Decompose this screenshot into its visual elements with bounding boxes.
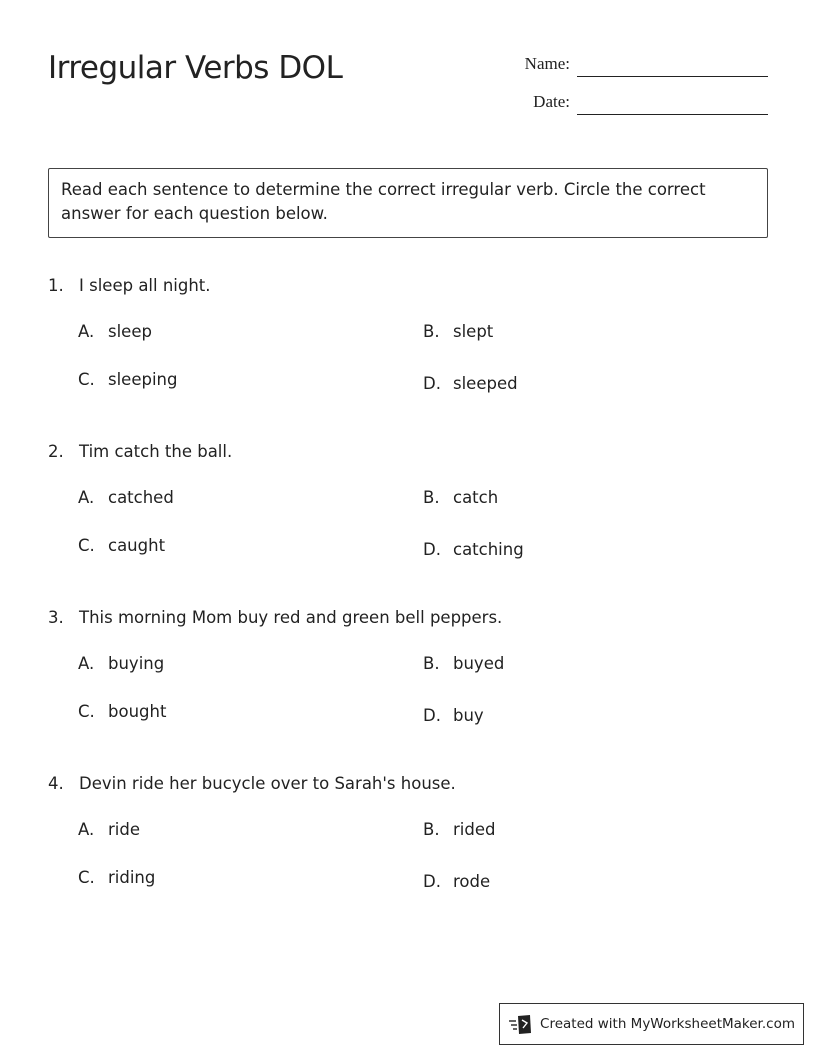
option-letter: C. <box>78 868 95 887</box>
option-letter: D. <box>423 872 441 891</box>
option-letter: C. <box>78 702 95 721</box>
footer-text: Created with MyWorksheetMaker.com <box>540 1016 795 1032</box>
question-text: Tim catch the ball. <box>79 442 233 461</box>
answer-option[interactable]: catch <box>453 488 499 507</box>
option-letter: D. <box>423 706 441 725</box>
date-label: Date: <box>533 92 570 111</box>
answer-option[interactable]: sleep <box>108 322 152 341</box>
option-letter: C. <box>78 536 95 555</box>
option-letter: A. <box>78 488 95 507</box>
question-text: This morning Mom buy red and green bell peppers. <box>79 608 503 627</box>
worksheet-logo-icon <box>508 1013 534 1035</box>
option-letter: A. <box>78 322 95 341</box>
answer-option[interactable]: buy <box>453 706 484 725</box>
option-letter: A. <box>78 820 95 839</box>
name-label: Name: <box>524 54 570 73</box>
option-letter: D. <box>423 540 441 559</box>
name-line <box>577 76 768 77</box>
question-number: 1. <box>48 276 64 295</box>
question-number: 4. <box>48 774 64 793</box>
answer-option[interactable]: slept <box>453 322 494 341</box>
answer-option[interactable]: buying <box>108 654 165 673</box>
instructions-box: Read each sentence to determine the correct irregular verb. Circle the correct answer for each question below. <box>48 168 768 238</box>
question-number: 2. <box>48 442 64 461</box>
footer-badge <box>499 1003 804 1045</box>
option-letter: B. <box>423 322 440 341</box>
answer-option[interactable]: rided <box>453 820 496 839</box>
answer-option[interactable]: bought <box>108 702 167 721</box>
option-letter: B. <box>423 820 440 839</box>
answer-option[interactable]: caught <box>108 536 166 555</box>
option-letter: B. <box>423 654 440 673</box>
question-text: I sleep all night. <box>79 276 211 295</box>
answer-option[interactable]: ride <box>108 820 140 839</box>
answer-option[interactable]: sleeping <box>108 370 178 389</box>
date-line <box>577 114 768 115</box>
option-letter: D. <box>423 374 441 393</box>
option-letter: A. <box>78 654 95 673</box>
answer-option[interactable]: rode <box>453 872 491 891</box>
question-number: 3. <box>48 608 64 627</box>
option-letter: C. <box>78 370 95 389</box>
answer-option[interactable]: sleeped <box>453 374 518 393</box>
page-title: Irregular Verbs DOL <box>48 50 343 86</box>
answer-option[interactable]: catched <box>108 488 174 507</box>
option-letter: B. <box>423 488 440 507</box>
question-text: Devin ride her bucycle over to Sarah's house. <box>79 774 456 793</box>
answer-option[interactable]: riding <box>108 868 156 887</box>
answer-option[interactable]: catching <box>453 540 524 559</box>
answer-option[interactable]: buyed <box>453 654 505 673</box>
